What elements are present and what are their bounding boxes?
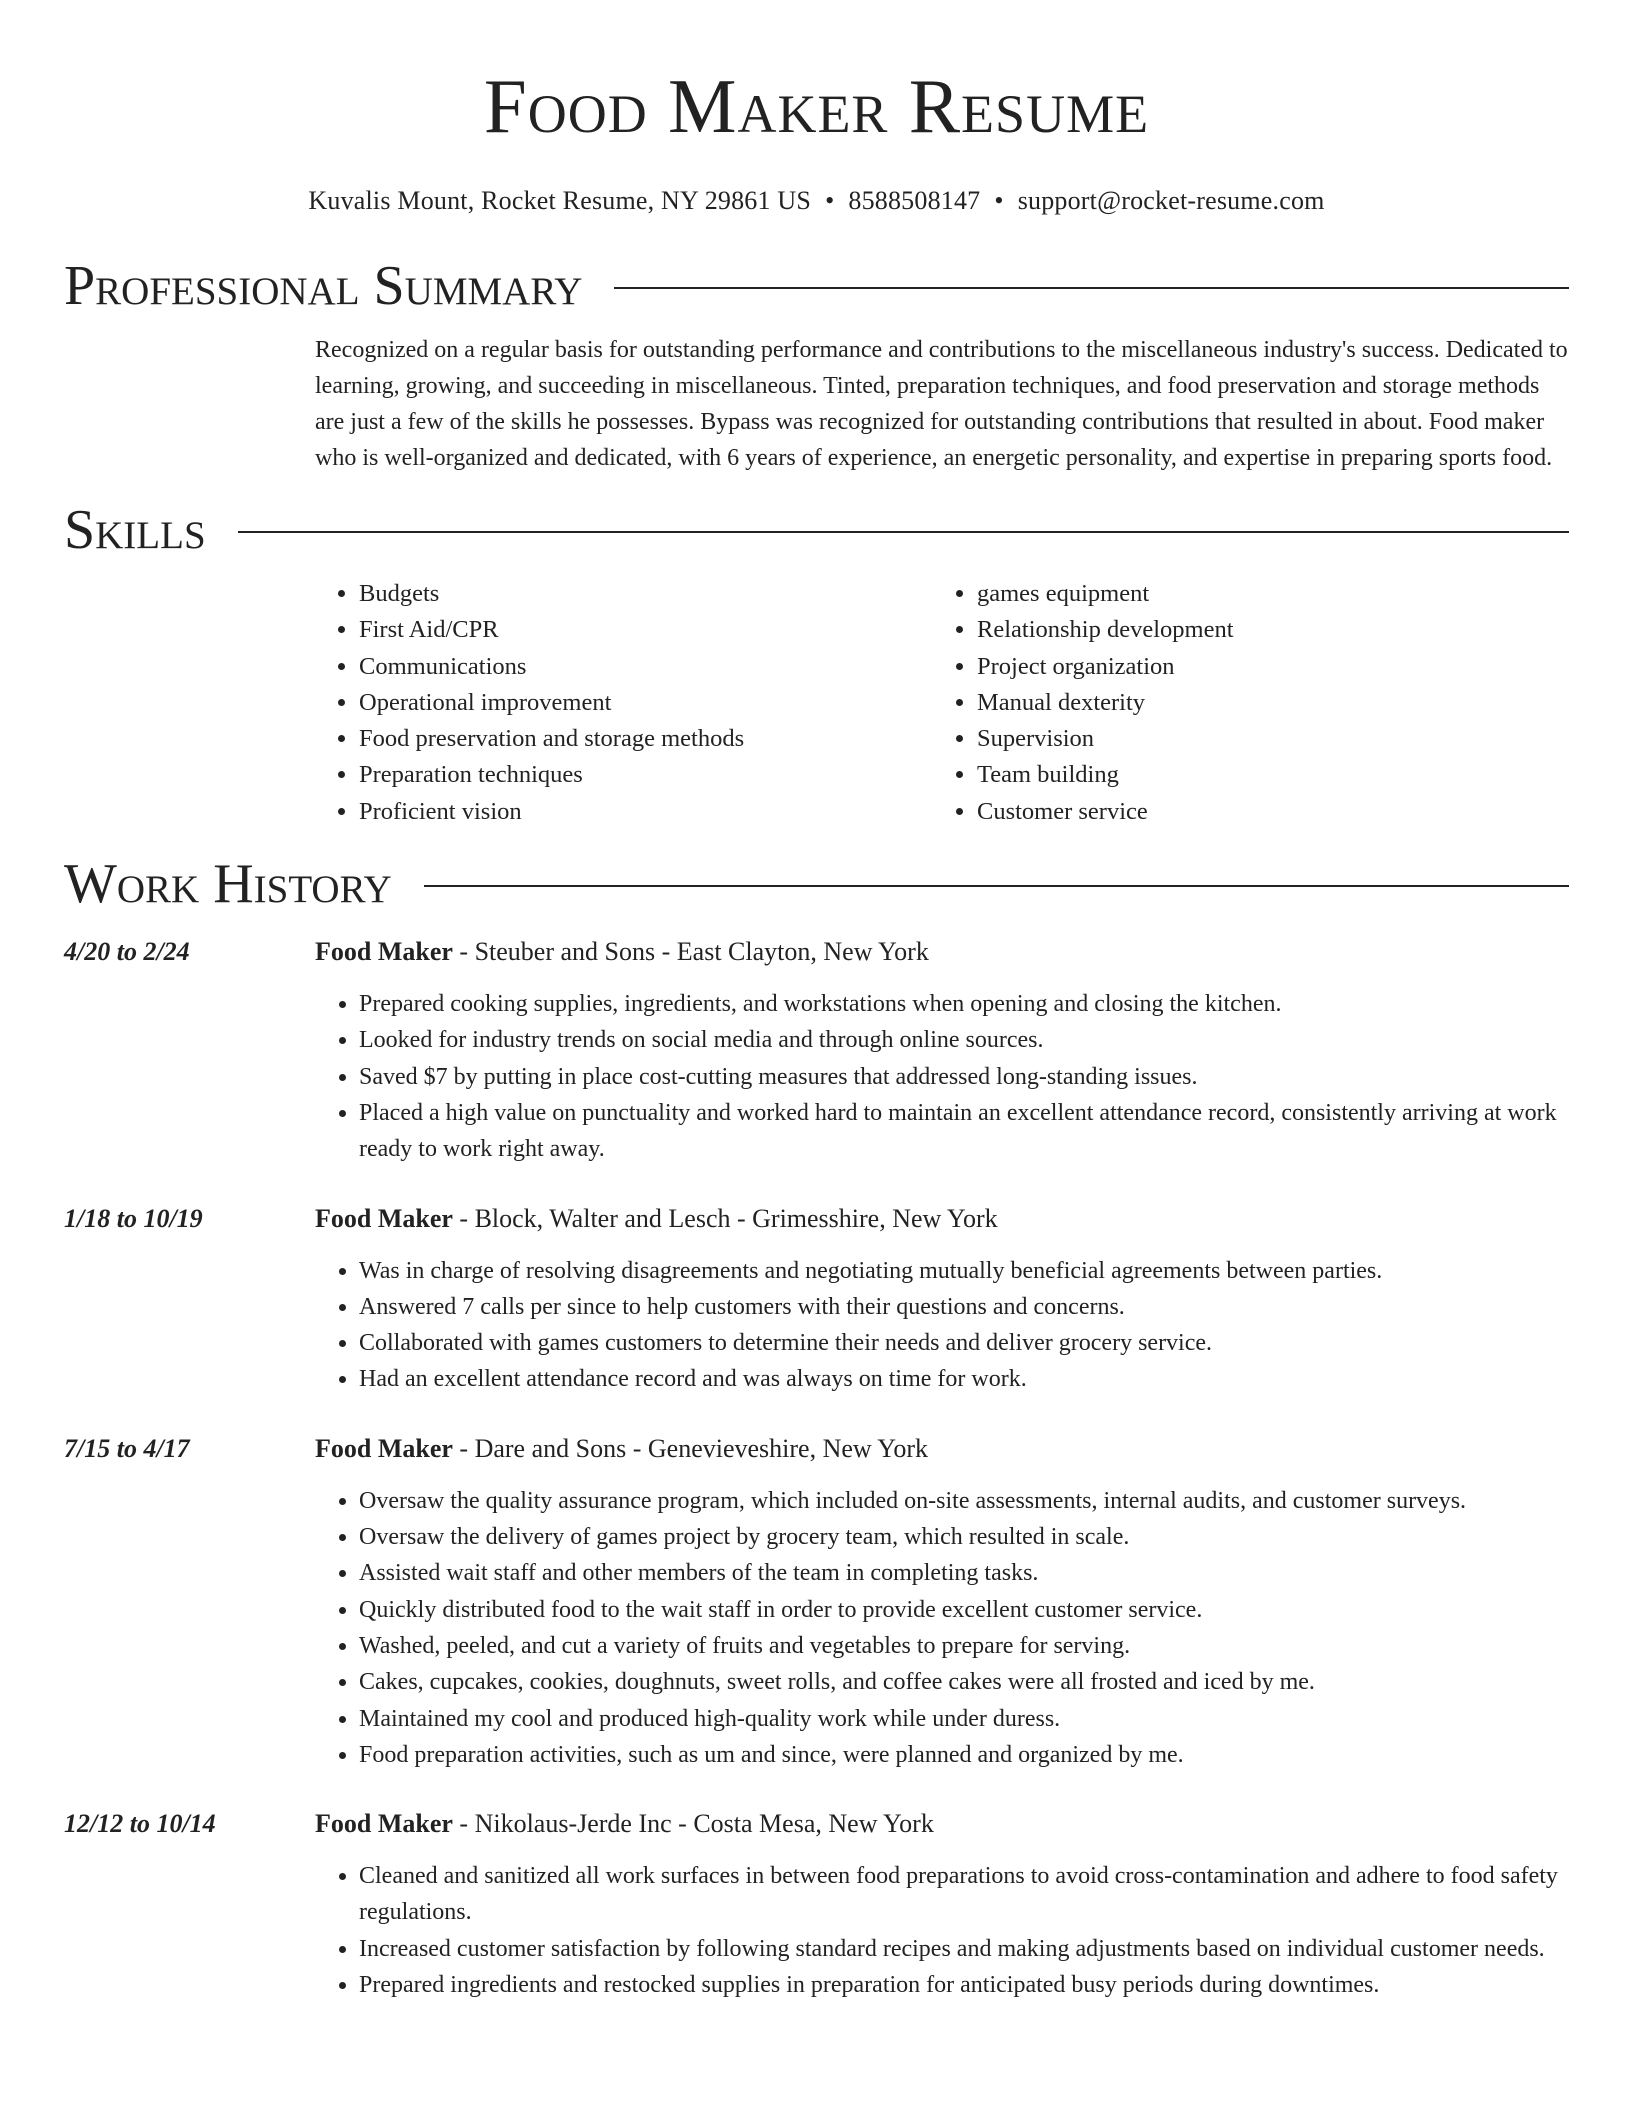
- skills-heading: Skills: [64, 499, 206, 561]
- job-employer: - Dare and Sons - Genevieveshire, New York: [452, 1433, 929, 1463]
- job-body: [315, 1201, 1569, 1398]
- job-role: Food Maker: [315, 1203, 453, 1233]
- job-bullet: • Cleaned and sanitized all work surfaces in between food preparations to avoid cross-contamination and adhere to food safety regulations.: [359, 1858, 1569, 1931]
- skills-column-left: [315, 576, 933, 830]
- job-bullet: • Oversaw the quality assurance program, which included on-site assessments, internal audits, and customer surveys.: [359, 1483, 1569, 1519]
- job-bullet: • Placed a high value on punctuality and worked hard to maintain an excellent attendance record, consistently arriving at work ready to work right away.: [359, 1095, 1569, 1168]
- section-divider: [424, 885, 1569, 887]
- job-bullets: [315, 1483, 1569, 1773]
- job-title-line: [315, 1806, 1569, 1842]
- job-bullet: • Prepared cooking supplies, ingredients, and workstations when opening and closing the kitchen.: [359, 986, 1569, 1022]
- work-heading: Work History: [64, 853, 392, 916]
- skill-item: • Preparation techniques: [359, 757, 933, 793]
- skill-item: • Proficient vision: [359, 794, 933, 830]
- section-divider: [614, 287, 1569, 289]
- job-bullets: [315, 1253, 1569, 1398]
- job-role: Food Maker: [315, 1809, 453, 1839]
- job-bullet: • Collaborated with games customers to determine their needs and deliver grocery service.: [359, 1325, 1569, 1361]
- job-bullets: [315, 1858, 1569, 2003]
- skill-item: • Budgets: [359, 576, 933, 612]
- summary-section-header: [64, 254, 1569, 318]
- job-bullet: • Cakes, cupcakes, cookies, doughnuts, sweet rolls, and coffee cakes were all frosted and iced by me.: [359, 1664, 1569, 1700]
- resume-title: Food Maker Resume: [483, 63, 1150, 149]
- skill-item: • games equipment: [977, 576, 1569, 612]
- contact-address: Kuvalis Mount, Rocket Resume, NY 29861 US: [308, 186, 812, 215]
- skill-item: • Communications: [359, 649, 933, 685]
- job-role: Food Maker: [315, 937, 453, 967]
- contact-separator: •: [994, 186, 1004, 215]
- skill-item: • Project organization: [977, 649, 1569, 685]
- job-dates: 12/12 to 10/14: [64, 1809, 216, 1839]
- skill-item: • Relationship development: [977, 612, 1569, 648]
- skill-item: • Manual dexterity: [977, 685, 1569, 721]
- contact-email: support@rocket-resume.com: [1017, 186, 1325, 215]
- work-section-header: [64, 852, 1569, 916]
- contact-separator: •: [825, 186, 835, 215]
- section-divider: [238, 531, 1569, 533]
- job-bullet: • Assisted wait staff and other members of the team in completing tasks.: [359, 1555, 1569, 1591]
- job-bullet: • Prepared ingredients and restocked supplies in preparation for anticipated busy periods during downtimes.: [359, 1967, 1569, 2003]
- job-bullet: • Saved $7 by putting in place cost-cutting measures that addressed long-standing issues.: [359, 1059, 1569, 1095]
- skill-item: • Operational improvement: [359, 685, 933, 721]
- summary-text: Recognized on a regular basis for outstanding performance and contributions to the miscellaneous industry's success. Dedicated to learning, growing, and succeeding in miscellaneous. Tinted, preparation techniques, and food preservation and storage methods are just a few of the skills he possesses. Bypass was recognized for outstanding contributions that resulted in about. Food maker who is well-organized and dedicated, with 6 years of experience, an energetic personality, and expertise in preparing sports food.: [315, 337, 1568, 471]
- job-bullet: • Increased customer satisfaction by following standard recipes and making adjustments based on individual customer needs.: [359, 1931, 1569, 1967]
- job-employer: - Nikolaus-Jerde Inc - Costa Mesa, New York: [452, 1809, 934, 1839]
- job-role: Food Maker: [315, 1433, 453, 1463]
- job-bullet: • Answered 7 calls per since to help customers with their questions and concerns.: [359, 1289, 1569, 1325]
- job-employer: - Steuber and Sons - East Clayton, New York: [452, 937, 929, 967]
- job-bullet: • Was in charge of resolving disagreements and negotiating mutually beneficial agreements between parties.: [359, 1253, 1569, 1289]
- skill-item: • First Aid/CPR: [359, 612, 933, 648]
- job-title-line: [315, 1201, 1569, 1237]
- job-bullet: • Maintained my cool and produced high-quality work while under duress.: [359, 1701, 1569, 1737]
- contact-phone: 8588508147: [848, 186, 981, 215]
- job-title-line: [315, 934, 1569, 970]
- job-bullet: • Food preparation activities, such as um and since, were planned and organized by me.: [359, 1737, 1569, 1773]
- job-entry: [64, 934, 1569, 1167]
- job-bullet: • Oversaw the delivery of games project by grocery team, which resulted in scale.: [359, 1519, 1569, 1555]
- skills-column-right: [933, 576, 1569, 830]
- job-bullet: • Quickly distributed food to the wait staff in order to provide excellent customer service.: [359, 1592, 1569, 1628]
- job-bullet: • Looked for industry trends on social media and through online sources.: [359, 1022, 1569, 1058]
- job-entry: [64, 1806, 1569, 2003]
- contact-line: [64, 184, 1569, 218]
- job-employer: - Block, Walter and Lesch - Grimesshire, New York: [452, 1203, 998, 1233]
- job-body: [315, 934, 1569, 1167]
- skills-list: [315, 576, 1569, 830]
- job-entry: [64, 1201, 1569, 1398]
- job-dates: 1/18 to 10/19: [64, 1203, 203, 1233]
- job-bullet: • Had an excellent attendance record and was always on time for work.: [359, 1361, 1569, 1397]
- job-body: [315, 1431, 1569, 1773]
- job-bullet: • Washed, peeled, and cut a variety of fruits and vegetables to prepare for serving.: [359, 1628, 1569, 1664]
- skills-section-header: [64, 498, 1569, 562]
- job-dates: 7/15 to 4/17: [64, 1433, 190, 1463]
- skill-item: • Supervision: [977, 721, 1569, 757]
- job-entry: [64, 1431, 1569, 1773]
- job-dates: 4/20 to 2/24: [64, 937, 190, 967]
- skill-item: • Food preservation and storage methods: [359, 721, 933, 757]
- skill-item: • Team building: [977, 757, 1569, 793]
- job-bullets: [315, 986, 1569, 1167]
- summary-heading: Professional Summary: [64, 255, 583, 317]
- job-body: [315, 1806, 1569, 2003]
- job-title-line: [315, 1431, 1569, 1467]
- skill-item: • Customer service: [977, 794, 1569, 830]
